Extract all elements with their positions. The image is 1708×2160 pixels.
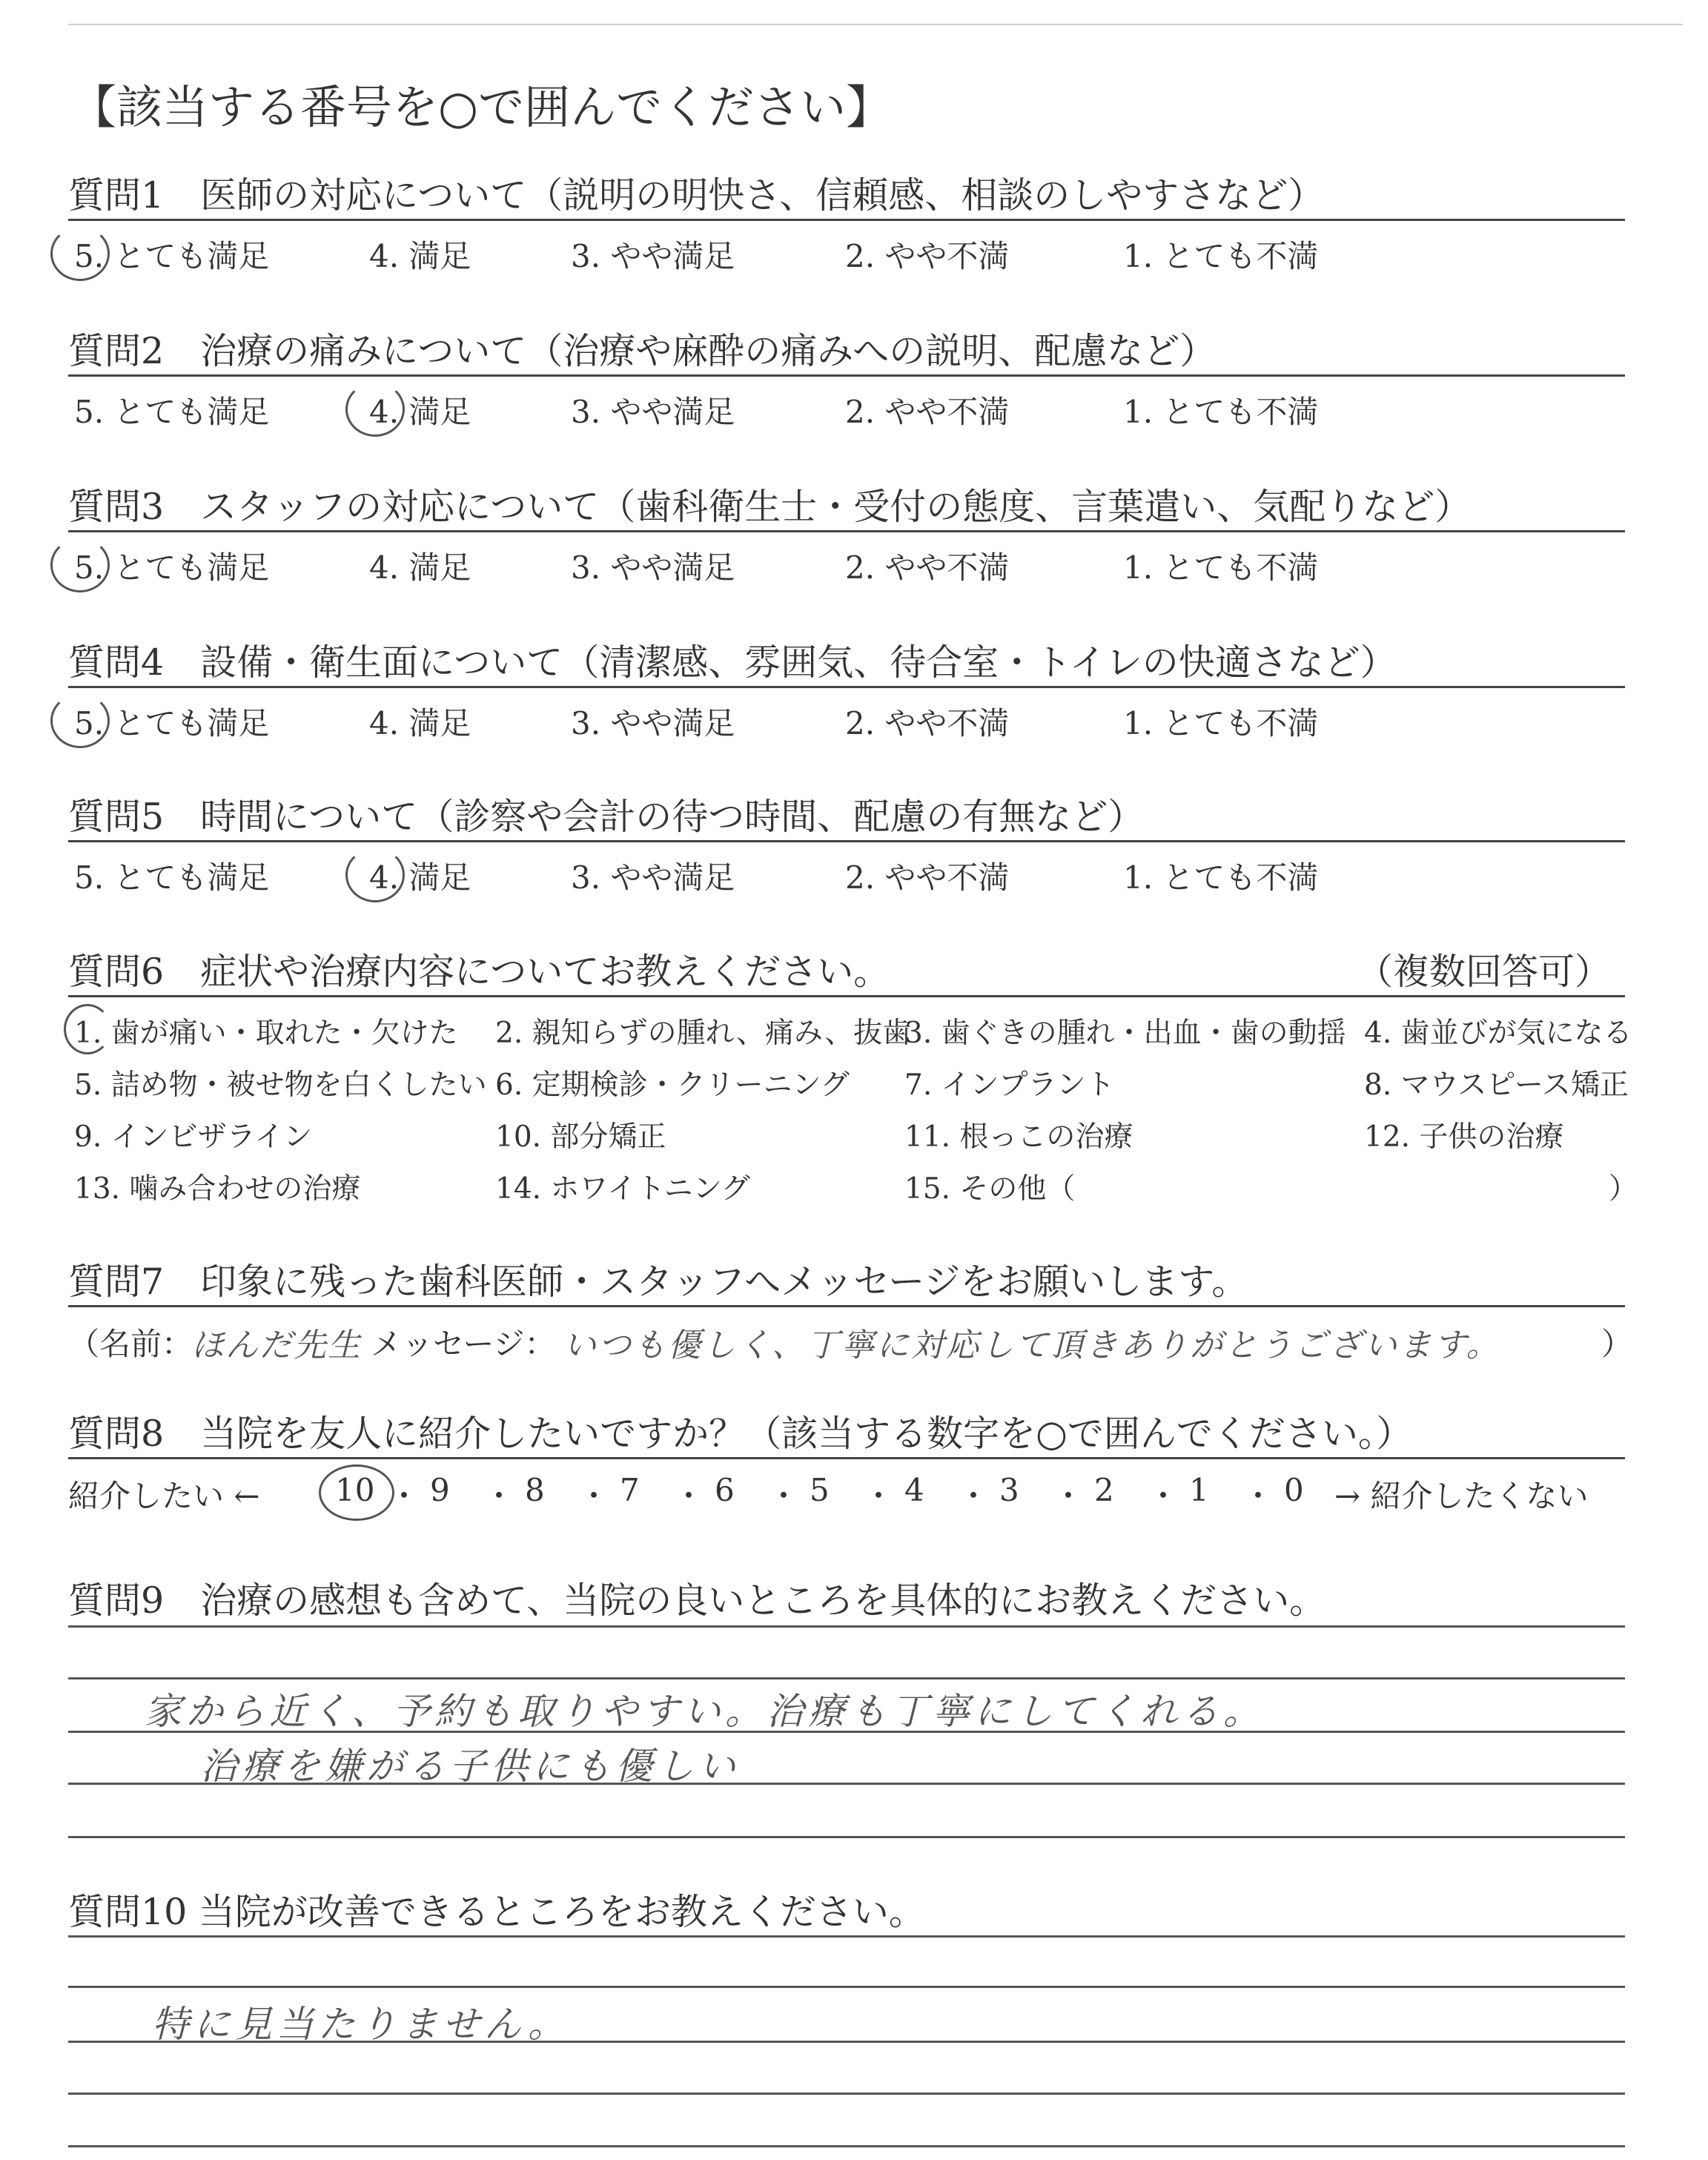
q7-message-label: メッセージ：	[371, 1326, 556, 1362]
q7-open-paren: （名前：	[68, 1326, 193, 1362]
q6-option-14: 14. ホワイトニング	[495, 1172, 750, 1206]
q4-option-3: 3. やや満足	[571, 705, 735, 742]
q10-rule-4	[68, 2093, 1625, 2095]
q8-scale-3: 3	[999, 1472, 1019, 1508]
q4-selection-circle	[50, 693, 110, 748]
question-5-rule	[68, 840, 1625, 842]
q2-option-5: 5. とても満足	[74, 394, 270, 430]
question-1-rule	[68, 219, 1625, 221]
q6-option-16: ）	[1609, 1172, 1638, 1206]
question-5-title: 質問5 時間について（診察や会計の待つ時間、配慮の有無など）	[68, 796, 1145, 838]
q5-option-1: 1. とても不満	[1123, 859, 1319, 896]
q8-separator-9: ・	[1148, 1478, 1179, 1514]
question-4-rule	[68, 686, 1625, 688]
q8-separator-10: ・	[1242, 1478, 1274, 1514]
q3-option-5: 5. とても満足	[74, 549, 270, 586]
q5-option-5: 5. とても満足	[74, 859, 270, 896]
q6-option-9: 9. インビザライン	[74, 1120, 313, 1154]
q8-scale-4: 4	[904, 1472, 924, 1508]
q9-rule-1	[68, 1625, 1625, 1628]
q8-scale-1: 1	[1189, 1472, 1209, 1508]
q2-option-4: 4. 満足	[369, 394, 471, 430]
q8-scale-8: 8	[525, 1472, 545, 1508]
question-6-rule	[68, 995, 1625, 997]
q5-selection-circle	[345, 848, 405, 902]
q3-selection-circle	[50, 538, 110, 592]
q6-option-11: 11. 根っこの治療	[904, 1120, 1133, 1154]
q2-option-1: 1. とても不満	[1123, 394, 1319, 430]
q9-answer-line-2: 治療を嫌がる子供にも優しい	[200, 1745, 740, 1788]
q7-name-answer: ほんだ先生	[191, 1327, 362, 1364]
q6-option-2: 2. 親知らずの腫れ、痛み、抜歯	[495, 1017, 912, 1050]
q7-close-paren: ）	[1601, 1326, 1633, 1362]
question-8-rule	[68, 1457, 1625, 1459]
q3-option-3: 3. やや満足	[571, 549, 735, 586]
q8-scale-10: 10	[335, 1472, 375, 1508]
q6-option-1: 1. 歯が痛い・取れた・欠けた	[74, 1017, 458, 1050]
q6-option-3: 3. 歯ぐきの腫れ・出血・歯の動揺	[904, 1017, 1346, 1050]
top-border	[68, 24, 1683, 25]
q1-selection-circle	[50, 226, 110, 281]
q1-option-5: 5. とても満足	[74, 238, 270, 274]
q2-option-2: 2. やや不満	[845, 394, 1010, 430]
q5-option-3: 3. やや満足	[571, 859, 735, 896]
question-7-rule	[68, 1305, 1625, 1307]
q8-scale-2: 2	[1094, 1472, 1114, 1508]
question-6-note: （複数回答可）	[1357, 951, 1612, 993]
q1-option-3: 3. やや満足	[571, 238, 735, 274]
q6-option-15: 15. その他（	[904, 1172, 1076, 1206]
q1-option-4: 4. 満足	[369, 238, 471, 274]
q8-scale-0: 0	[1284, 1472, 1304, 1508]
q2-selection-circle	[345, 382, 405, 437]
q3-option-1: 1. とても不満	[1123, 549, 1319, 586]
q8-separator-3: ・	[578, 1478, 610, 1514]
q8-selection-circle	[319, 1464, 394, 1521]
question-3-rule	[68, 530, 1625, 532]
q6-option-8: 8. マウスピース矯正	[1364, 1069, 1629, 1102]
q6-option-4: 4. 歯並びが気になる	[1364, 1017, 1632, 1050]
q8-separator-1: ・	[388, 1478, 420, 1514]
q1-option-2: 2. やや不満	[845, 238, 1010, 274]
q10-answer-line-1: 特に見当たりません。	[152, 2003, 569, 2046]
q4-option-5: 5. とても満足	[74, 705, 270, 742]
question-8-title: 質問8 当院を友人に紹介したいですか？（該当する数字を○で囲んでください。）	[68, 1413, 1413, 1455]
q7-message-answer: いつも優しく、丁寧に対応して頂きありがとうございます。	[563, 1327, 1501, 1364]
q8-separator-5: ・	[768, 1478, 800, 1514]
q8-scale-6: 6	[715, 1472, 735, 1508]
q5-option-2: 2. やや不満	[845, 859, 1010, 896]
q3-option-2: 2. やや不満	[845, 549, 1010, 586]
q4-option-4: 4. 満足	[369, 705, 471, 742]
question-7-title: 質問7 印象に残った歯科医師・スタッフへメッセージをお願いします。	[68, 1261, 1248, 1303]
question-4-title: 質問4 設備・衛生面について（清潔感、雰囲気、待合室・トイレの快適さなど）	[68, 641, 1397, 684]
q8-separator-6: ・	[863, 1478, 895, 1514]
question-9-title: 質問9 治療の感想も含めて、当院の良いところを具体的にお教えください。	[68, 1579, 1326, 1622]
q10-rule-5	[68, 2145, 1625, 2147]
q8-right-label: → 紹介したくない	[1334, 1478, 1589, 1514]
q8-separator-7: ・	[958, 1478, 990, 1514]
q6-option-7: 7. インプラント	[904, 1069, 1115, 1102]
q6-option-12: 12. 子供の治療	[1364, 1120, 1564, 1154]
q6-selection-circle-1	[64, 1004, 111, 1054]
question-2-title: 質問2 治療の痛みについて（治療や麻酔の痛みへの説明、配慮など）	[68, 330, 1217, 372]
q9-answer-line-1: 家から近く、予約も取りやすい。治療も丁寧にしてくれる。	[145, 1690, 1265, 1733]
q8-left-label: 紹介したい ←	[68, 1478, 260, 1514]
question-2-rule	[68, 374, 1625, 377]
q8-separator-8: ・	[1053, 1478, 1085, 1514]
q6-option-13: 13. 噛み合わせの治療	[74, 1172, 361, 1206]
q8-scale-5: 5	[810, 1472, 830, 1508]
q9-rule-2	[68, 1677, 1625, 1680]
q5-option-4: 4. 満足	[369, 859, 471, 896]
q6-option-10: 10. 部分矯正	[495, 1120, 666, 1154]
q4-option-1: 1. とても不満	[1123, 705, 1319, 742]
page-heading: 【該当する番号を○で囲んでください】	[70, 80, 893, 134]
question-6-title: 質問6 症状や治療内容についてお教えください。	[68, 951, 890, 993]
q8-separator-4: ・	[673, 1478, 705, 1514]
q9-rule-5	[68, 1836, 1625, 1838]
q8-scale-9: 9	[430, 1472, 450, 1508]
q1-option-1: 1. とても不満	[1123, 238, 1319, 274]
q6-option-5: 5. 詰め物・被せ物を白くしたい	[74, 1069, 487, 1102]
q4-option-2: 2. やや不満	[845, 705, 1010, 742]
q10-rule-1	[68, 1935, 1625, 1938]
question-10-title: 質問10 当院が改善できるところをお教えください。	[68, 1891, 925, 1933]
q10-rule-2	[68, 1986, 1625, 1988]
q3-option-4: 4. 満足	[369, 549, 471, 586]
question-3-title: 質問3 スタッフの対応について（歯科衛生士・受付の態度、言葉遣い、気配りなど）	[68, 486, 1472, 528]
q6-option-6: 6. 定期検診・クリーニング	[495, 1069, 850, 1102]
q8-separator-2: ・	[483, 1478, 515, 1514]
q2-option-3: 3. やや満足	[571, 394, 735, 430]
question-1-title: 質問1 医師の対応について（説明の明快さ、信頼感、相談のしやすさなど）	[68, 174, 1325, 217]
q8-scale-7: 7	[620, 1472, 640, 1508]
